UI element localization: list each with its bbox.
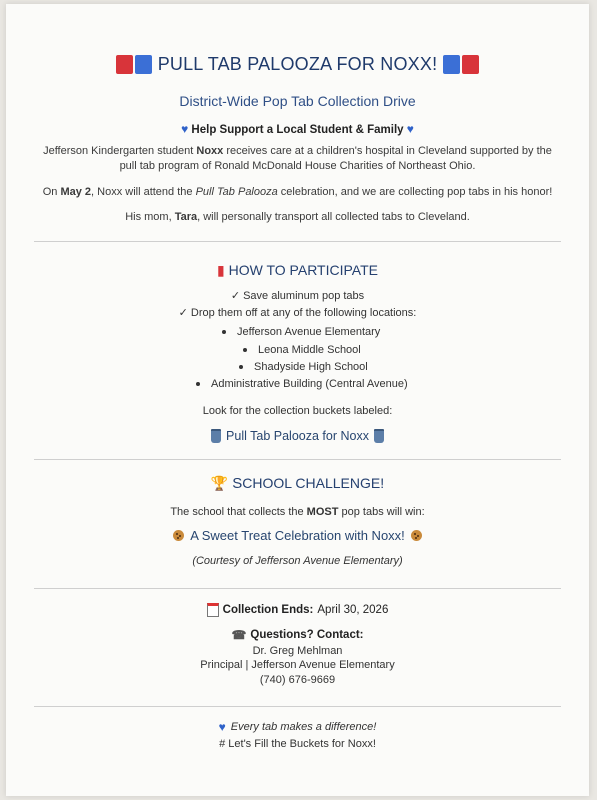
intro-text: celebration, and we are collecting pop tabs in his honor!: [277, 186, 553, 198]
support-text: Help Support a Local Student & Family: [191, 124, 404, 136]
challenge-text-part: The school that collects the: [170, 506, 307, 518]
intro-text: , will personally transport all collected tabs to Cleveland.: [197, 211, 470, 223]
prize-line: [6, 528, 589, 543]
collection-ends: [6, 603, 589, 617]
prize-text: A Sweet Treat Celebration with Noxx!: [190, 528, 405, 543]
location-item: Administrative Building (Central Avenue): [196, 378, 408, 390]
intro-text: On: [42, 186, 61, 198]
divider: [34, 588, 561, 589]
color-blocks-right-icon: [443, 55, 479, 74]
step-2: [6, 306, 589, 319]
intro-text: His mom,: [125, 211, 175, 223]
trophy-icon: 🏆: [210, 475, 229, 491]
bucket-label: [6, 429, 589, 443]
challenge-heading-text: CHOOL CHALLENGE!: [242, 475, 385, 491]
divider: [34, 241, 561, 242]
ends-date: April 30, 2026: [317, 604, 389, 616]
checkmark-icon: ✓: [230, 290, 241, 302]
divider: [34, 459, 561, 460]
intro-text: receives care at a children's hospital in Cleveland supported by the pull tab program of Ronald McDonald House Charities of Northeast Ohio.: [119, 145, 552, 172]
challenge-text: [6, 506, 589, 518]
challenge-most: MOST: [306, 506, 339, 518]
cookie-icon: [173, 530, 184, 541]
ends-label: Collection Ends:: [222, 604, 314, 616]
contact-phone: (740) 676-9669: [259, 674, 336, 686]
bucket-icon: [374, 429, 384, 443]
location-item: Jefferson Avenue Elementary: [222, 326, 380, 338]
intro-paragraph-3: [6, 210, 589, 225]
location-item: Leona Middle School: [243, 344, 361, 356]
flyer-page: [6, 4, 589, 796]
mom-name: Tara: [174, 211, 198, 223]
event-name: Pull Tab Palooza: [195, 186, 278, 198]
location-item: Shadyside High School: [239, 361, 368, 373]
step-1: [6, 289, 589, 302]
bucket-icon: [211, 429, 221, 443]
blue-heart-icon: ♥: [181, 122, 189, 136]
footer-line-2: # Let's Fill the Buckets for Noxx!: [219, 738, 376, 750]
questions-text: Questions? Contact:: [250, 629, 364, 641]
intro-paragraph-1: [6, 144, 589, 174]
challenge-heading: [6, 475, 589, 492]
footer-line-1-text: Every tab makes a difference!: [230, 721, 377, 733]
student-name: Noxx: [196, 145, 224, 157]
support-heading: [6, 122, 589, 136]
intro-text: , Noxx will attend the: [91, 186, 196, 198]
courtesy-text: (Courtesy of Jefferson Avenue Elementary): [192, 555, 403, 567]
event-date: May 2: [60, 186, 92, 198]
footer-line-1: [6, 720, 589, 734]
flyer-subtitle: District-Wide Pop Tab Collection Drive: [179, 93, 416, 109]
intro-text: Jefferson Kindergarten student: [43, 145, 197, 157]
challenge-text-part: pop tabs will win:: [338, 506, 425, 518]
participate-heading: [6, 262, 589, 279]
phone-icon: ☎: [231, 628, 247, 642]
step-2-text: Drop them off at any of the following locations:: [190, 307, 417, 319]
calendar-icon: [207, 603, 219, 617]
soda-can-icon: ▮: [217, 262, 225, 278]
bucket-label-text: Pull Tab Palooza for Noxx: [226, 429, 369, 443]
title-text: PULL TAB PALOOZA FOR NOXX!: [157, 54, 438, 74]
look-for-text: Look for the collection buckets labeled:: [202, 405, 393, 417]
blue-heart-icon: ♥: [406, 122, 414, 136]
flyer-title: [6, 54, 589, 75]
contact-name: Dr. Greg Mehlman: [252, 645, 343, 657]
contact-role: Principal | Jefferson Avenue Elementary: [200, 659, 395, 671]
blue-heart-icon: ♥: [218, 720, 226, 734]
participate-heading-text: HOW TO PARTICIPATE: [228, 262, 378, 278]
step-1-text: Save aluminum pop tabs: [243, 290, 365, 302]
checkmark-icon: ✓: [178, 307, 188, 319]
questions-heading: [6, 628, 589, 642]
cookie-icon: [411, 530, 422, 541]
divider: [34, 706, 561, 707]
challenge-heading-initial: S: [232, 475, 243, 492]
intro-paragraph-2: [6, 185, 589, 200]
color-blocks-left-icon: [116, 55, 152, 74]
